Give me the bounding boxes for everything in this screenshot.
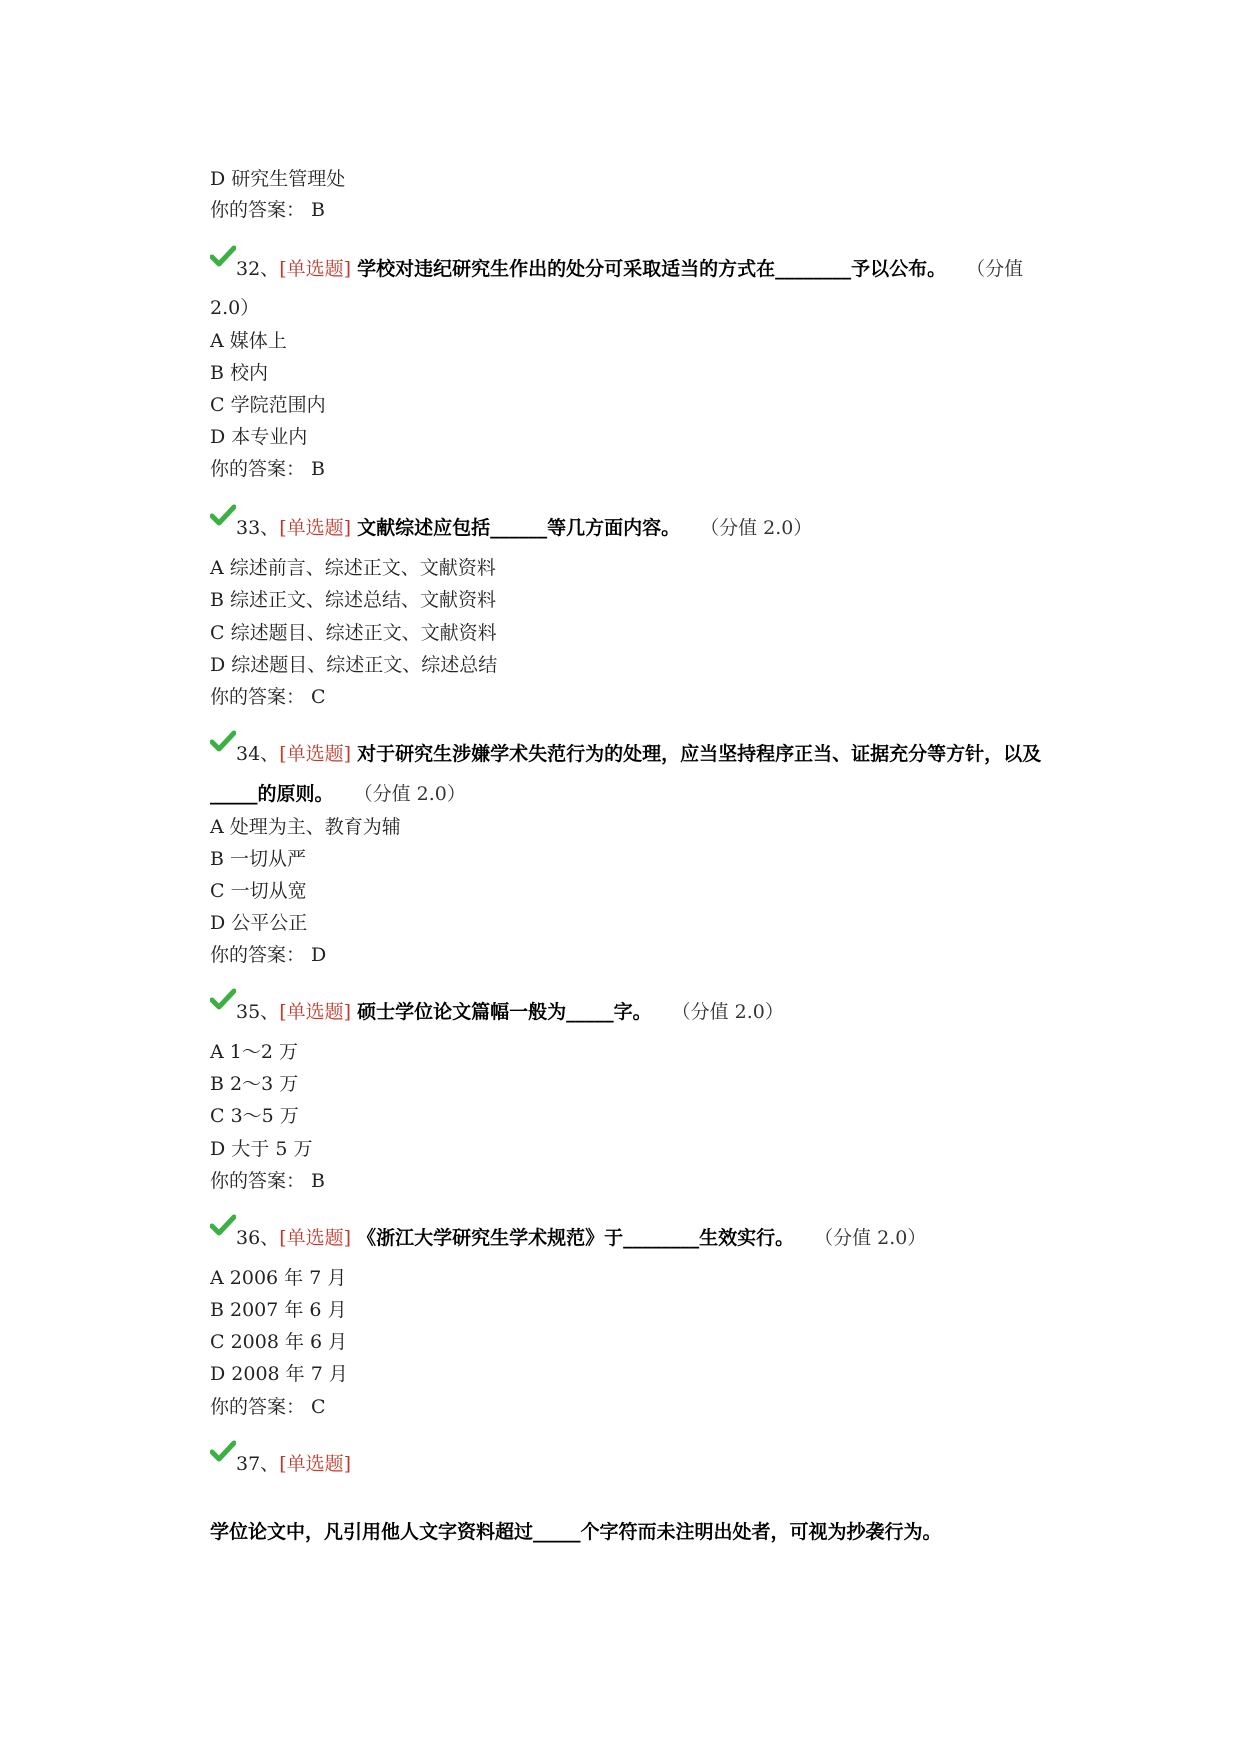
score-label: （分值 2.0） [353,783,466,805]
option-line: D 综述题目、综述正文、综述总结 [210,654,498,676]
check-icon [210,514,236,536]
question-type-tag: [单选题] [279,743,352,765]
check-icon [210,1450,236,1472]
option-line: D 本专业内 [210,426,308,448]
option-line: B 2～3 万 [210,1073,299,1095]
question-number: 34、 [236,743,280,765]
check-icon [210,255,236,277]
question-text: 《浙江大学研究生学术规范》于________生效实行。 [357,1227,795,1249]
option-line: A 媒体上 [210,330,287,352]
option-line: C 学院范围内 [210,394,326,416]
option-line: D 研究生管理处 [210,168,346,190]
question-type-tag: [单选题] [279,1001,352,1023]
score-label: 2.0） [210,297,260,319]
score-label: （分值 2.0） [814,1227,927,1249]
option-line: B 一切从严 [210,848,307,870]
option-line: B 综述正文、综述总结、文献资料 [210,589,497,611]
question-text: 文献综述应包括______等几方面内容。 [357,517,681,539]
question-text: _____的原则。 [210,783,334,805]
option-line: B 校内 [210,362,269,384]
answer-line: 你的答案： C [210,686,326,708]
question-type-tag: [单选题] [279,1227,352,1249]
option-line: A 1～2 万 [210,1041,298,1063]
question-number: 37、 [236,1453,280,1475]
score-label: （分值 2.0） [700,517,813,539]
option-line: D 大于 5 万 [210,1138,313,1160]
answer-line: 你的答案： B [210,1170,326,1192]
question-text: 学位论文中，凡引用他人文字资料超过_____个字符而未注明出处者，可视为抄袭行为。 [210,1521,942,1543]
question-header [210,740,1041,766]
answer-line: 你的答案： B [210,458,326,480]
check-icon [210,1224,236,1246]
option-line: A 2006 年 7 月 [210,1267,347,1289]
answer-line: 你的答案： B [210,199,326,221]
answer-line: 你的答案： C [210,1396,326,1418]
question-header [210,255,1023,281]
option-line: B 2007 年 6 月 [210,1299,347,1321]
question-header [210,998,784,1024]
option-line: D 公平公正 [210,912,308,934]
question-text: 学校对违纪研究生作出的处分可采取适当的方式在________予以公布。 [357,258,947,280]
question-number: 35、 [236,1001,280,1023]
check-icon [210,740,236,762]
question-header [210,1224,926,1250]
option-line: A 处理为主、教育为辅 [210,816,401,838]
question-text: 对于研究生涉嫌学术失范行为的处理，应当坚持程序正当、证据充分等方针，以及 [357,743,1042,765]
check-icon [210,998,236,1020]
question-header [210,514,812,540]
question-header [210,1450,351,1476]
question-text-continued [210,782,466,806]
option-line: C 2008 年 6 月 [210,1331,348,1353]
score-label: （分值 2.0） [671,1001,784,1023]
question-number: 33、 [236,517,280,539]
option-line: C 综述题目、综述正文、文献资料 [210,622,497,644]
option-line: D 2008 年 7 月 [210,1363,348,1385]
question-type-tag: [单选题] [279,1453,352,1475]
option-line: C 3～5 万 [210,1105,299,1127]
answer-line: 你的答案： D [210,944,327,966]
option-line: C 一切从宽 [210,880,307,902]
question-text: 硕士学位论文篇幅一般为_____字。 [357,1001,652,1023]
question-type-tag: [单选题] [279,258,352,280]
question-type-tag: [单选题] [279,517,352,539]
question-number: 36、 [236,1227,280,1249]
score-label: （分值 [966,258,1024,280]
option-line: A 综述前言、综述正文、文献资料 [210,557,496,579]
question-number: 32、 [236,258,280,280]
